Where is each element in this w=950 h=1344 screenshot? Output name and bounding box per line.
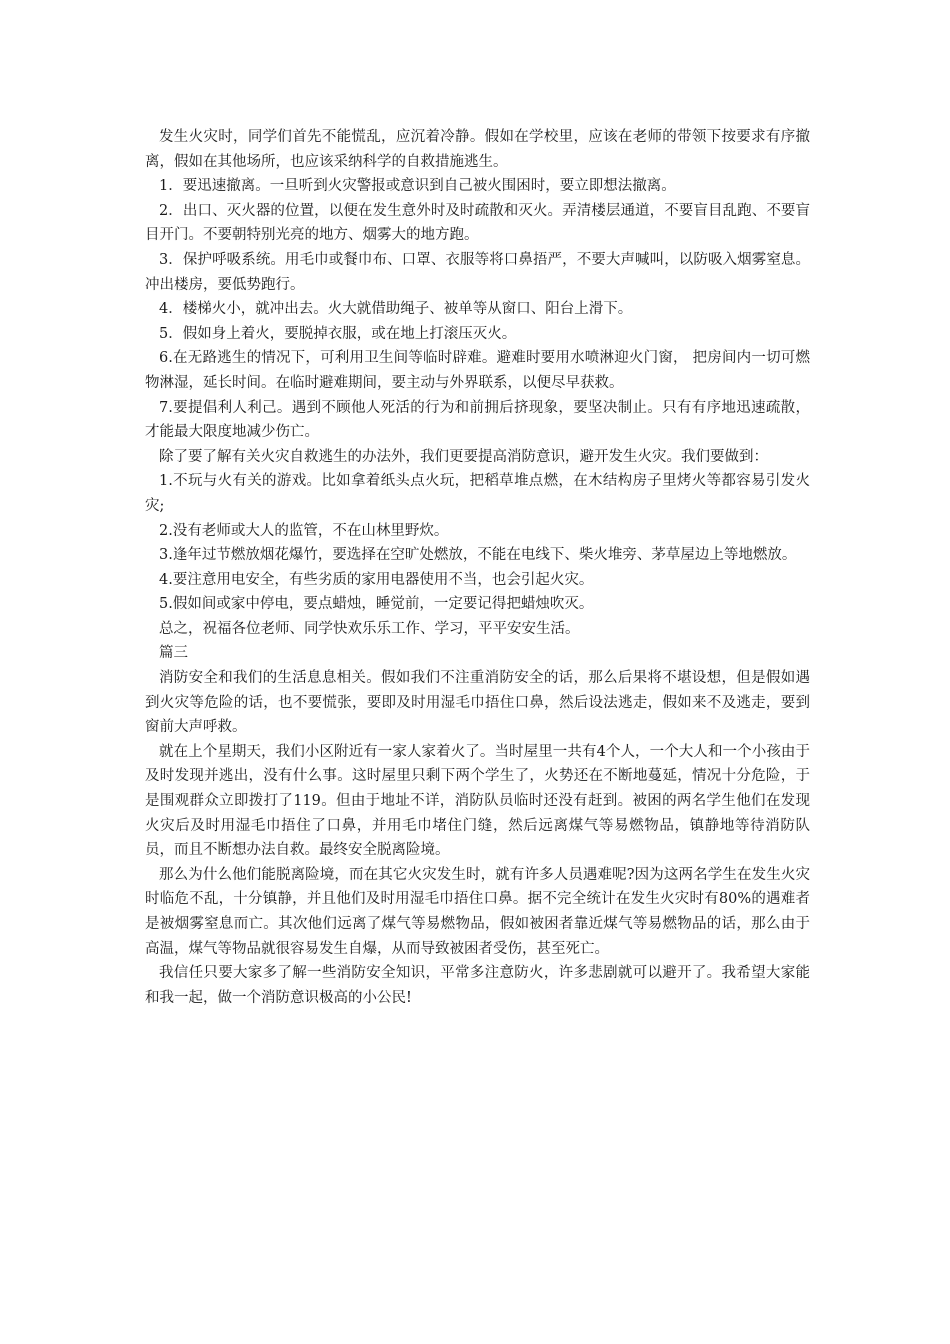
paragraph-closing: 总之，祝福各位老师、同学快欢乐乐工作、学习，平平安安生活。 bbox=[159, 620, 580, 637]
paragraph-prevention-3: 3.逢年过节燃放烟花爆竹，要选择在空旷处燃放，不能在电线下、柴火堆旁、茅草屋边上等地燃放。 bbox=[159, 547, 797, 564]
paragraph-prevention-intro: 除了要了解有关火灾自救逃生的办法外，我们更要提高消防意识，避开发生火灾。我们要做到： bbox=[159, 448, 768, 465]
paragraph-intro: 发生火灾时，同学们首先不能慌乱，应沉着冷静。假如在学校里，应该在老师的带领下按要求有序撤离，假如在其他场所，也应该采纳科学的自救措施逃生。 bbox=[145, 129, 810, 170]
paragraph-item-2: 2．出口、灭火器的位置，以便在发生意外时及时疏散和灭火。弄清楼层通道，不要盲目乱跑、不要盲目开门。不要朝特别光亮的地方、烟雾大的地方跑。 bbox=[145, 202, 810, 244]
document-body bbox=[145, 125, 810, 1010]
paragraph-prevention-1: 1.不玩与火有关的游戏。比如拿着纸头点火玩，把稻草堆点燃，在木结构房子里烤火等都容易引发火灾; bbox=[145, 473, 810, 514]
paragraph-item-3: 3．保护呼吸系统。用毛巾或餐巾布、口罩、衣服等将口鼻捂严，不要大声喊叫，以防吸入烟雾窒息。冲出楼房，要低势跑行。 bbox=[145, 251, 810, 293]
paragraph-prevention-2: 2.没有老师或大人的监管，不在山林里野炊。 bbox=[159, 522, 449, 539]
paragraph-prevention-4: 4.要注意用电安全，有些劣质的家用电器使用不当，也会引起火灾。 bbox=[159, 571, 594, 588]
paragraph-essay-4: 我信任只要大家多了解一些消防安全知识，平常多注意防火，许多悲剧就可以避开了。我希望大家能和我一起，做一个消防意识极高的小公民! bbox=[145, 965, 810, 1006]
section-heading: 篇三 bbox=[159, 645, 188, 662]
paragraph-item-5: 5．假如身上着火，要脱掉衣服，或在地上打滚压灭火。 bbox=[159, 325, 517, 342]
paragraph-item-6: 6.在无路逃生的情况下，可利用卫生间等临时辟难。避难时要用水喷淋迎火门窗， 把房间内一切可燃物淋湿，延长时间。在临时避难期间，要主动与外界联系，以便尽早获救。 bbox=[145, 350, 810, 391]
paragraph-item-7: 7.要提倡利人利己。遇到不顾他人死活的行为和前拥后挤现象，要坚决制止。只有有序地迅速疏散，才能最大限度地减少伤亡。 bbox=[145, 399, 810, 441]
paragraph-item-1: 1．要迅速撤离。一旦听到火灾警报或意识到自己被火围困时，要立即想法撤离。 bbox=[159, 178, 676, 195]
paragraph-essay-2: 就在上个星期天，我们小区附近有一家人家着火了。当时屋里一共有4个人，一个大人和一个小孩由于及时发现并逃出，没有什么事。这时屋里只剩下两个学生了，火势还在不断地蔓延，情况十分危险，于是围观群众立即拨打了119。但由于地址不详，消防队员临时还没有赶到。被困的两名学生他们在发现火灾后及时用湿毛巾捂住了口鼻，并用毛巾堵住门缝，然后远离煤气等易燃物品，镇静地等待消防队员，而且不断想办法自救。最终安全脱离险境。 bbox=[145, 743, 810, 859]
paragraph-essay-1: 消防安全和我们的生活息息相关。假如我们不注重消防安全的话，那么后果将不堪设想，但是假如遇到火灾等危险的话，也不要慌张，要即及时用湿毛巾捂住口鼻，然后设法逃走，假如来不及逃走，要到窗前大声呼救。 bbox=[145, 670, 810, 736]
paragraph-essay-3: 那么为什么他们能脱离险境，而在其它火灾发生时，就有许多人员遇难呢?因为这两名学生在发生火灾时临危不乱，十分镇静，并且他们及时用湿毛巾捂住口鼻。据不完全统计在发生火灾时有80%的遇难者是被烟雾窒息而亡。其次他们远离了煤气等易燃物品，假如被困者靠近煤气等易燃物品的话，那么由于高温，煤气等物品就很容易发生自爆，从而导致被困者受伤，甚至死亡。 bbox=[145, 866, 810, 957]
paragraph-item-4: 4．楼梯火小，就冲出去。火大就借助绳子、被单等从窗口、阳台上滑下。 bbox=[159, 301, 633, 318]
paragraph-prevention-5: 5.假如间或家中停电，要点蜡烛，睡觉前，一定要记得把蜡烛吹灭。 bbox=[159, 596, 594, 613]
